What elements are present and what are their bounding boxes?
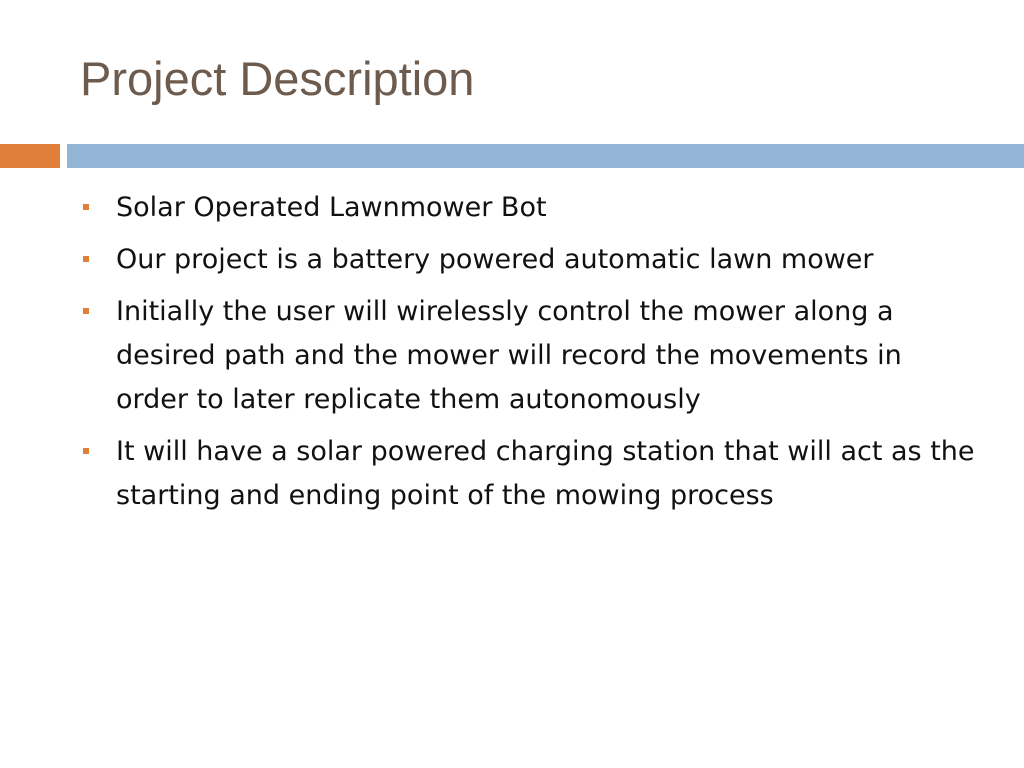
bullet-text: Solar Operated Lawnmower Bot — [116, 192, 547, 223]
square-bullet-icon — [83, 204, 89, 210]
square-bullet-icon — [83, 308, 89, 314]
accent-band-orange — [0, 144, 60, 168]
square-bullet-icon — [83, 256, 89, 262]
bullet-item — [80, 430, 980, 518]
square-bullet-icon — [83, 448, 89, 454]
slide-title: Project Description — [80, 52, 475, 105]
bullet-item — [80, 186, 980, 230]
bullet-list — [80, 186, 980, 526]
bullet-text: Initially the user will wirelessly control the mower along a desired path and the mower will record the movements in order to later replicate them autonomously — [116, 296, 902, 415]
bullet-text: Our project is a battery powered automatic lawn mower — [116, 244, 874, 275]
bullet-item — [80, 238, 980, 282]
accent-band-blue — [67, 144, 1024, 168]
bullet-text: It will have a solar powered charging station that will act as the starting and ending point of the mowing process — [116, 436, 975, 511]
bullet-item — [80, 290, 980, 422]
